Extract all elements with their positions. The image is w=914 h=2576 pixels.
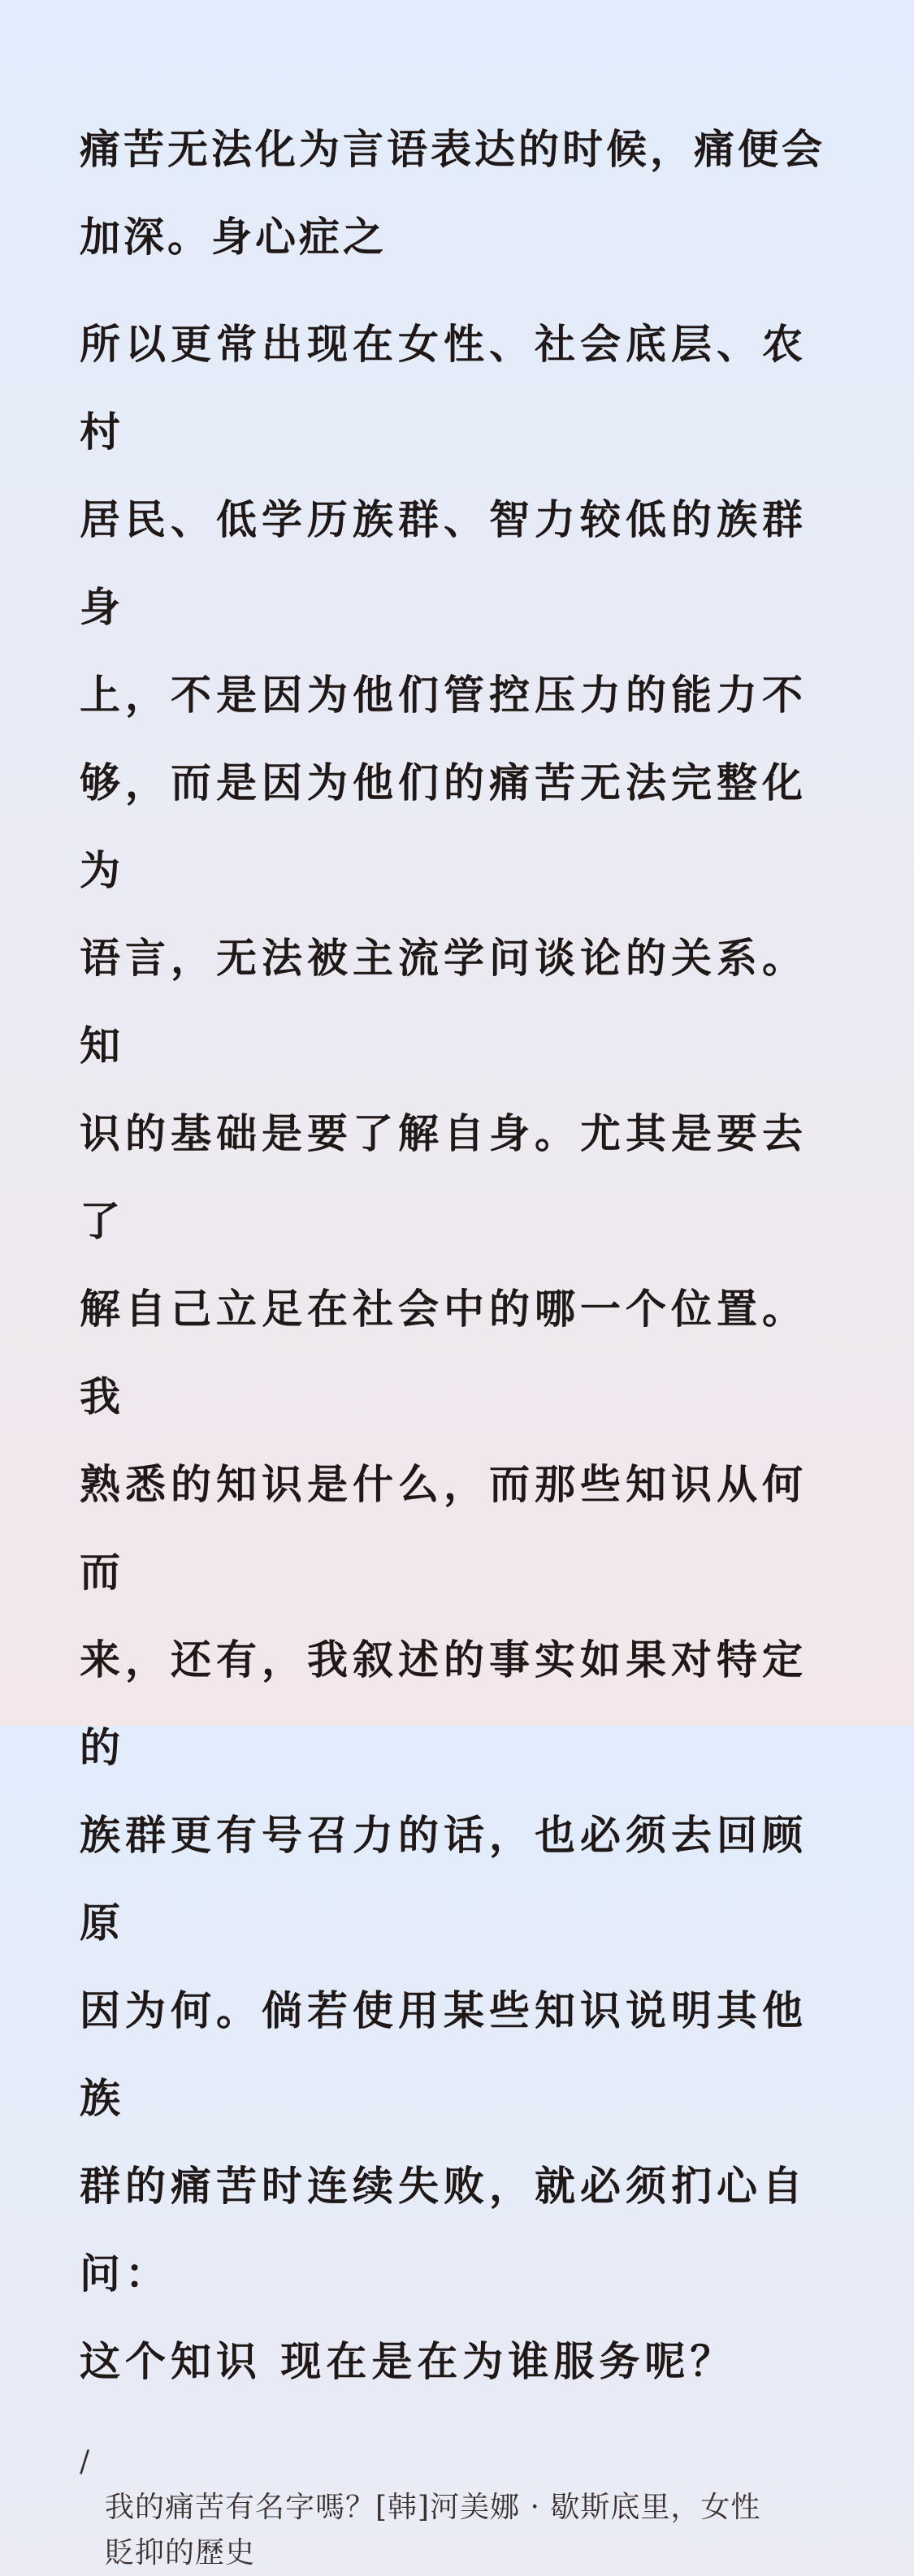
quote-heading: 痛苦无法化为言语表达的时候，痛便会 加深。身心症之	[80, 125, 825, 261]
source-citation-block	[80, 2440, 837, 2576]
quote-body: 所以更常出现在女性、社会底层、农村 居民、低学历族群、智力较低的族群身 上，不是因为他们管控压力的能力不 够，而是因为他们的痛苦无法完整化为 语言，无法被主流学问谈论的关系。知 识的基础是要了解自身。尤其是要去了 解自己立足在社会中的哪一个位置。我 熟悉的知识是什么，而那些知识从何而 来，还有，我叙述的事实如果对特定的 族群更有号召力的话，也必须去回顾原 因为何。倘若使用某些知识说明其他族 群的痛苦时连续失败，就必须扪心自问： 这个知识 现在是在为谁服务呢？	[80, 320, 808, 2385]
source-citation: 我的痛苦有名字嗎？[韩]河美娜 · 歇斯底里，女性 貶抑的歷史	[105, 2491, 761, 2570]
source-slash: /	[80, 2445, 91, 2479]
